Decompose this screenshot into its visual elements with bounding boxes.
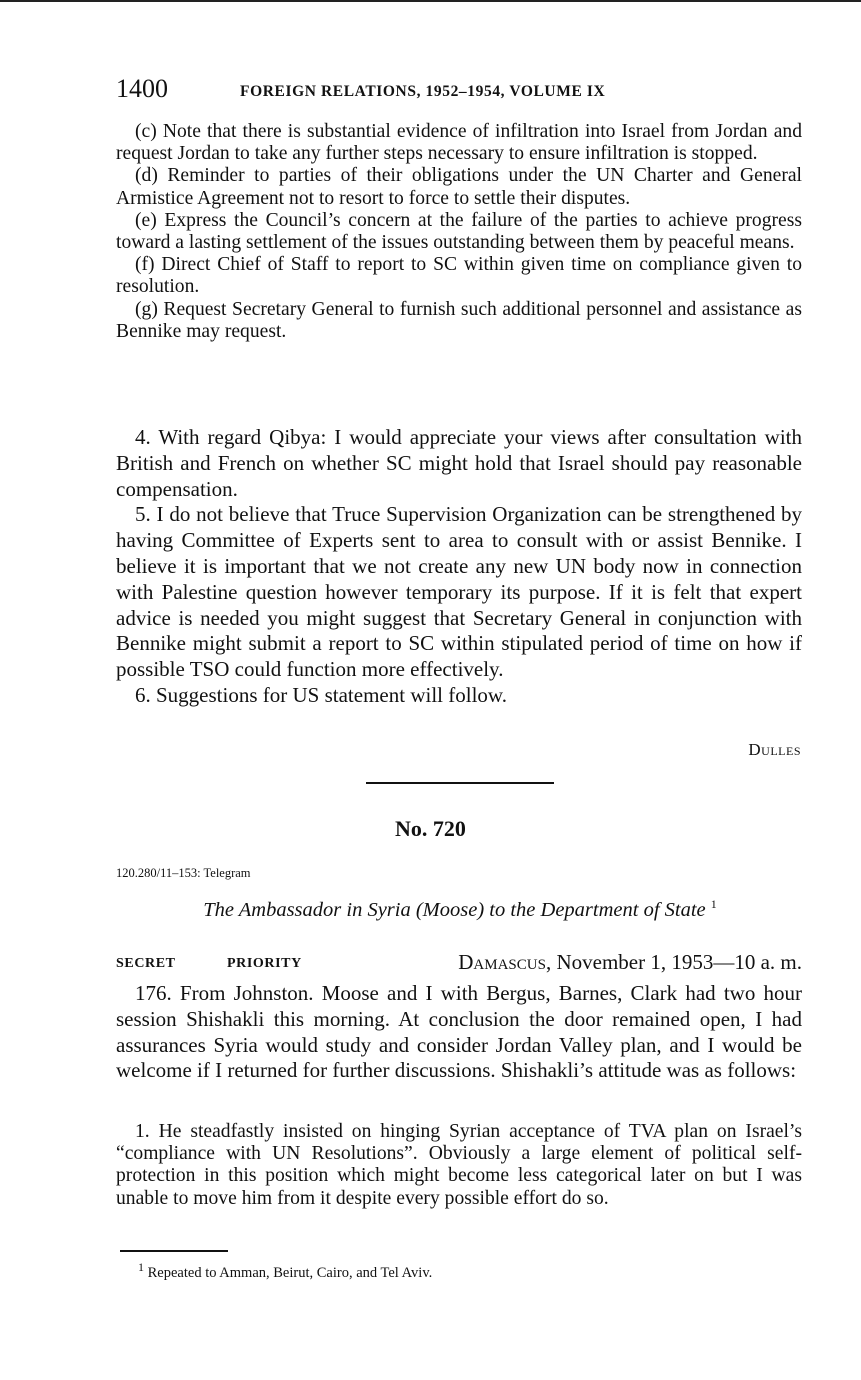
paragraph-point-1: 1. He steadfastly insisted on hinging Syrian acceptance of TVA plan on Israel’s “compliance with UN Resolutions”. Obviously a large element of political self-protection in this position which might become less categorical later on but I was unable to move him from it despite every possible effort do so. (116, 1121, 802, 1209)
priority: PRIORITY (227, 956, 302, 971)
paragraph-176: 176. From Johnston. Moose and I with Bergus, Barnes, Clark had two hour session Shishakli this morning. At conclusion the door remained open, I had assurances Syria would study and consider Jordan Valley plan, and I would be welcome if I returned for further discussions. Shishakli’s attitude was as follows: (116, 981, 802, 1083)
footnote-text: Repeated to Amman, Beirut, Cairo, and Tel Aviv. (147, 1264, 433, 1281)
top-edge-rule (0, 0, 861, 2)
paragraph-4: 4. With regard Qibya: I would appreciate your views after consultation with British and French on whether SC might hold that Israel should pay reasonable compensation. (116, 425, 802, 501)
file-number: 120.280/11–153: Telegram (116, 866, 251, 880)
classification: SECRET (116, 956, 176, 971)
telegram-point-1 (116, 1121, 802, 1210)
paragraph-6: 6. Suggestions for US statement will follow. (135, 682, 507, 707)
subparagraph-f: (f) Direct Chief of Staff to report to SC within given time on compliance given to resolution. (116, 254, 802, 298)
footnote-rule (120, 1250, 228, 1252)
footnote-marker: 1 (138, 1260, 144, 1274)
page-number: 1400 (116, 74, 168, 103)
telegram-paragraph-176 (116, 981, 802, 1084)
subparagraph-g: (g) Request Secretary General to furnish such additional personnel and assistance as Bennike may request. (116, 298, 802, 342)
place-date (458, 950, 802, 975)
running-head: FOREIGN RELATIONS, 1952–1954, VOLUME IX (240, 83, 606, 100)
paragraph-5: 5. I do not believe that Truce Supervision Organization can be strengthened by having Committee of Experts sent to area to consult with or assist Bennike. I believe it is important that we not create any new UN body now in connection with Palestine question however temporary its purpose. If it is felt that expert advice is needed you might suggest that Secretary General in conjunction with Bennike might submit a report to SC within stipulated period of time on how if possible TSO could function more effectively. (116, 502, 802, 682)
subparagraph-d: (d) Reminder to parties of their obligations under the UN Charter and General Armistice Agreement not to resort to force to settle their disputes. (116, 165, 802, 209)
section-separator (366, 782, 554, 784)
subparagraph-c: (c) Note that there is substantial evidence of infiltration into Israel from Jordan and request Jordan to take any further steps necessary to ensure infiltration is stopped. (116, 121, 802, 165)
dateline (116, 950, 802, 978)
instruction-paragraphs (116, 425, 802, 709)
resolution-subparagraphs (116, 121, 802, 343)
footnote-reference: 1 (710, 897, 717, 911)
document-number: No. 720 (395, 816, 466, 841)
subparagraph-e: (e) Express the Council’s concern at the failure of the parties to achieve progress toward a lasting settlement of the issues outstanding between them by peaceful means. (116, 209, 802, 254)
document-title (0, 897, 861, 922)
date: , November 1, 1953—10 a. m. (545, 950, 802, 974)
place: Damascus (458, 950, 546, 974)
footnote (138, 1260, 432, 1282)
signature: Dulles (748, 740, 801, 759)
document-title-text: The Ambassador in Syria (Moose) to the Department of State (203, 898, 706, 921)
page-header (116, 74, 806, 108)
